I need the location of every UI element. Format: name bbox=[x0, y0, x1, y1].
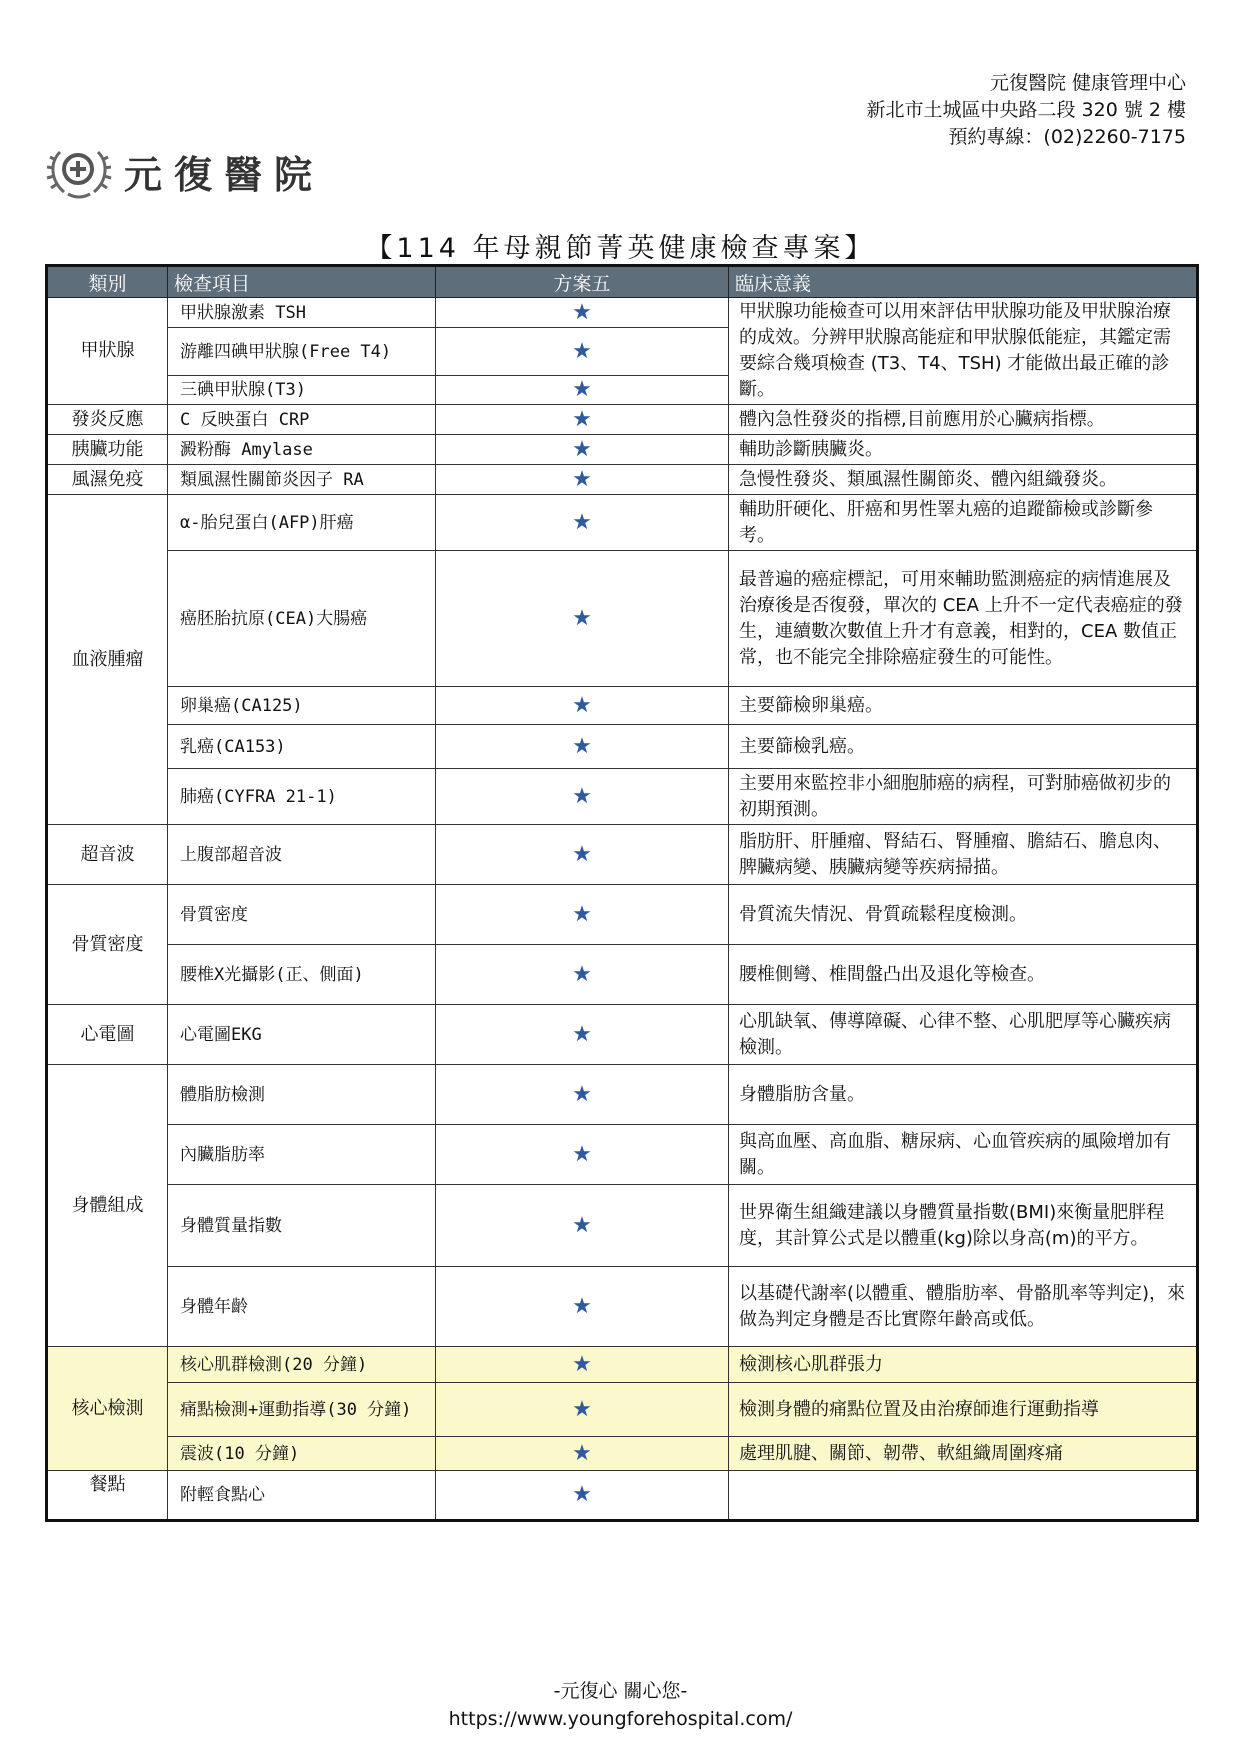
item-cell: C 反映蛋白 CRP bbox=[168, 405, 436, 435]
meaning-cell: 輔助診斷胰臟炎。 bbox=[729, 435, 1198, 465]
star-icon: ★ bbox=[436, 298, 729, 328]
meaning-cell: 脂肪肝、肝腫瘤、腎結石、腎腫瘤、膽結石、膽息肉、脾臟病變、胰臟病變等疾病掃描。 bbox=[729, 825, 1198, 885]
star-icon: ★ bbox=[436, 405, 729, 435]
checkup-items-table bbox=[45, 264, 1199, 1522]
item-cell: 痛點檢測+運動指導(30 分鐘) bbox=[168, 1383, 436, 1437]
page-title: 【114 年母親節菁英健康檢查專案】 bbox=[365, 233, 876, 264]
meaning-cell: 處理肌腱、關節、韌帶、軟組織周圍疼痛 bbox=[729, 1437, 1198, 1471]
meaning-cell: 輔助肝硬化、肝癌和男性睪丸癌的追蹤篩檢或診斷參考。 bbox=[729, 495, 1198, 551]
table-row bbox=[47, 825, 1198, 885]
table-row bbox=[47, 1005, 1198, 1065]
meaning-cell: 主要篩檢乳癌。 bbox=[729, 725, 1198, 769]
meaning-cell: 心肌缺氧、傳導障礙、心律不整、心肌肥厚等心臟疾病檢測。 bbox=[729, 1005, 1198, 1065]
category-cell: 甲狀腺 bbox=[47, 298, 168, 405]
meaning-cell: 世界衛生組織建議以身體質量指數(BMI)來衡量肥胖程度，其計算公式是以體重(kg)除以身高(m)的平方。 bbox=[729, 1185, 1198, 1267]
item-cell: 體脂肪檢測 bbox=[168, 1065, 436, 1125]
table-row bbox=[47, 1185, 1198, 1267]
star-icon: ★ bbox=[436, 1125, 729, 1185]
table-header-row bbox=[47, 266, 1198, 298]
table-row bbox=[47, 1125, 1198, 1185]
meaning-cell: 與高血壓、高血脂、糖尿病、心血管疾病的風險增加有關。 bbox=[729, 1125, 1198, 1185]
star-icon: ★ bbox=[436, 769, 729, 825]
table-row bbox=[47, 1437, 1198, 1471]
star-icon: ★ bbox=[436, 1471, 729, 1521]
table-row bbox=[47, 435, 1198, 465]
item-cell: 心電圖EKG bbox=[168, 1005, 436, 1065]
phone: 預約專線：(02)2260-7175 bbox=[948, 126, 1186, 148]
table-row bbox=[47, 551, 1198, 687]
category-cell: 心電圖 bbox=[47, 1005, 168, 1065]
table-row bbox=[47, 298, 1198, 328]
meaning-cell: 主要篩檢卵巢癌。 bbox=[729, 687, 1198, 725]
item-cell: 三碘甲狀腺(T3) bbox=[168, 376, 436, 405]
page-footer bbox=[0, 1677, 1241, 1733]
table-row bbox=[47, 495, 1198, 551]
item-cell: 甲狀腺激素 TSH bbox=[168, 298, 436, 328]
item-cell: α-胎兒蛋白(AFP)肝癌 bbox=[168, 495, 436, 551]
item-cell: 卵巢癌(CA125) bbox=[168, 687, 436, 725]
footer-url[interactable]: https://www.youngforehospital.com/ bbox=[448, 1708, 793, 1730]
meaning-cell: 急慢性發炎、類風濕性關節炎、體內組織發炎。 bbox=[729, 465, 1198, 495]
laurel-cross-icon bbox=[46, 140, 112, 202]
item-cell: 內臟脂肪率 bbox=[168, 1125, 436, 1185]
category-cell: 身體組成 bbox=[47, 1065, 168, 1347]
star-icon: ★ bbox=[436, 495, 729, 551]
meaning-cell: 甲狀腺功能檢查可以用來評估甲狀腺功能及甲狀腺治療的成效。分辨甲狀腺高能症和甲狀腺低能症，其鑑定需要綜合幾項檢查 (T3、T4、TSH) 才能做出最正確的診斷。 bbox=[729, 298, 1198, 405]
meaning-cell: 最普遍的癌症標記，可用來輔助監測癌症的病情進展及治療後是否復發，單次的 CEA 上升不一定代表癌症的發生，連續數次數值上升才有意義，相對的，CEA 數值正常，也不能完全排除癌症發生的可能性。 bbox=[729, 551, 1198, 687]
star-icon: ★ bbox=[436, 687, 729, 725]
footer-slogan: -元復心 關心您- bbox=[553, 1680, 688, 1702]
item-cell: 澱粉酶 Amylase bbox=[168, 435, 436, 465]
star-icon: ★ bbox=[436, 1437, 729, 1471]
table-row bbox=[47, 725, 1198, 769]
item-cell: 震波(10 分鐘) bbox=[168, 1437, 436, 1471]
star-icon: ★ bbox=[436, 885, 729, 945]
header-plan: 方案五 bbox=[436, 266, 729, 298]
item-cell: 核心肌群檢測(20 分鐘) bbox=[168, 1347, 436, 1383]
item-cell: 游離四碘甲狀腺(Free T4) bbox=[168, 328, 436, 376]
table-row bbox=[47, 1383, 1198, 1437]
table-row bbox=[47, 465, 1198, 495]
table-row bbox=[47, 405, 1198, 435]
category-cell: 超音波 bbox=[47, 825, 168, 885]
category-cell: 發炎反應 bbox=[47, 405, 168, 435]
star-icon: ★ bbox=[436, 1383, 729, 1437]
meaning-cell: 骨質流失情況、骨質疏鬆程度檢測。 bbox=[729, 885, 1198, 945]
address: 新北市土城區中央路二段 320 號 2 樓 bbox=[866, 99, 1186, 121]
star-icon: ★ bbox=[436, 551, 729, 687]
table-row bbox=[47, 885, 1198, 945]
star-icon: ★ bbox=[436, 1267, 729, 1347]
meaning-cell: 身體脂肪含量。 bbox=[729, 1065, 1198, 1125]
meaning-cell: 檢測核心肌群張力 bbox=[729, 1347, 1198, 1383]
meaning-cell bbox=[729, 1471, 1198, 1521]
item-cell: 身體年齡 bbox=[168, 1267, 436, 1347]
star-icon: ★ bbox=[436, 435, 729, 465]
category-cell: 核心檢測 bbox=[47, 1347, 168, 1471]
star-icon: ★ bbox=[436, 725, 729, 769]
hospital-contact-info bbox=[866, 70, 1186, 151]
item-cell: 腰椎X光攝影(正、側面) bbox=[168, 945, 436, 1005]
category-cell: 餐點 bbox=[47, 1471, 168, 1521]
star-icon: ★ bbox=[436, 1347, 729, 1383]
star-icon: ★ bbox=[436, 1185, 729, 1267]
category-cell: 風濕免疫 bbox=[47, 465, 168, 495]
header-category: 類別 bbox=[47, 266, 168, 298]
table-row bbox=[47, 1347, 1198, 1383]
star-icon: ★ bbox=[436, 1065, 729, 1125]
meaning-cell: 體內急性發炎的指標,目前應用於心臟病指標。 bbox=[729, 405, 1198, 435]
star-icon: ★ bbox=[436, 945, 729, 1005]
item-cell: 類風濕性關節炎因子 RA bbox=[168, 465, 436, 495]
table-row bbox=[47, 1471, 1198, 1521]
table-row bbox=[47, 945, 1198, 1005]
org-line: 元復醫院 健康管理中心 bbox=[989, 72, 1186, 94]
hospital-logo bbox=[46, 140, 324, 202]
meaning-cell: 主要用來監控非小細胞肺癌的病程，可對肺癌做初步的初期預測。 bbox=[729, 769, 1198, 825]
table-row bbox=[47, 687, 1198, 725]
table-row bbox=[47, 1267, 1198, 1347]
item-cell: 身體質量指數 bbox=[168, 1185, 436, 1267]
category-cell: 血液腫瘤 bbox=[47, 495, 168, 825]
logo-text: 元復醫院 bbox=[124, 151, 325, 197]
header-meaning: 臨床意義 bbox=[729, 266, 1198, 298]
star-icon: ★ bbox=[436, 465, 729, 495]
header-item: 檢查項目 bbox=[168, 266, 436, 298]
meaning-cell: 以基礎代謝率(以體重、體脂肪率、骨骼肌率等判定)，來做為判定身體是否比實際年齡高或低。 bbox=[729, 1267, 1198, 1347]
item-cell: 乳癌(CA153) bbox=[168, 725, 436, 769]
table-row bbox=[47, 1065, 1198, 1125]
star-icon: ★ bbox=[436, 825, 729, 885]
item-cell: 肺癌(CYFRA 21-1) bbox=[168, 769, 436, 825]
star-icon: ★ bbox=[436, 328, 729, 376]
category-cell: 骨質密度 bbox=[47, 885, 168, 1005]
item-cell: 癌胚胎抗原(CEA)大腸癌 bbox=[168, 551, 436, 687]
star-icon: ★ bbox=[436, 376, 729, 405]
star-icon: ★ bbox=[436, 1005, 729, 1065]
item-cell: 骨質密度 bbox=[168, 885, 436, 945]
item-cell: 上腹部超音波 bbox=[168, 825, 436, 885]
meaning-cell: 檢測身體的痛點位置及由治療師進行運動指導 bbox=[729, 1383, 1198, 1437]
table-row bbox=[47, 769, 1198, 825]
category-cell: 胰臟功能 bbox=[47, 435, 168, 465]
meaning-cell: 腰椎側彎、椎間盤凸出及退化等檢查。 bbox=[729, 945, 1198, 1005]
item-cell: 附輕食點心 bbox=[168, 1471, 436, 1521]
